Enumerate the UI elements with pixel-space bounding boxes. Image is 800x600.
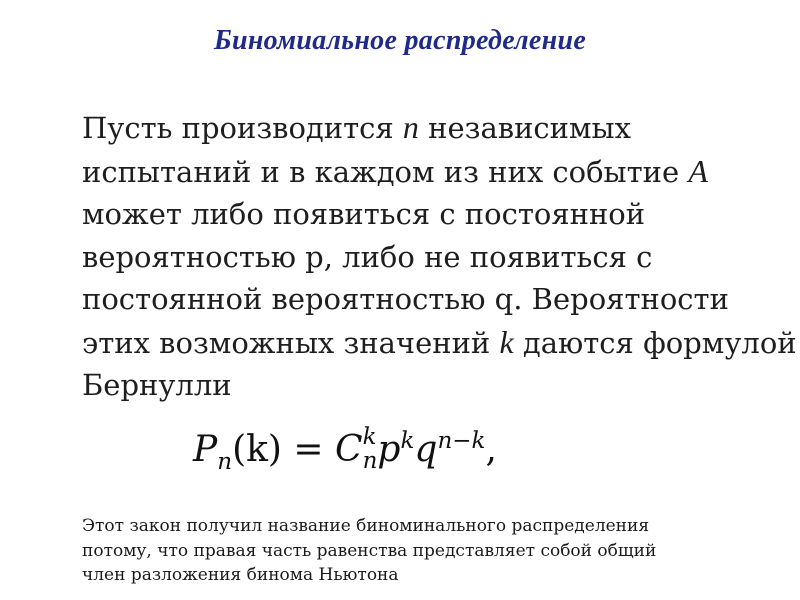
paragraph-line: Бернулли xyxy=(82,368,232,402)
paragraph-line xyxy=(82,106,782,150)
formula-comma: , xyxy=(485,429,497,470)
paragraph-line: может либо появиться с постоянной xyxy=(82,197,646,231)
footnote xyxy=(82,514,782,588)
paragraph-line xyxy=(82,150,782,194)
formula-argument: (k) xyxy=(232,429,282,470)
text-fragment: независимых xyxy=(418,111,631,145)
formula-C-scripts xyxy=(363,425,378,473)
formula-equals: = xyxy=(281,429,336,470)
formula-P-subscript: n xyxy=(217,449,233,476)
variable-n: n xyxy=(402,109,419,145)
formula-q: q xyxy=(414,429,438,470)
formula-C: C xyxy=(335,429,363,470)
paragraph-line: постоянной вероятностью q. Вероятности xyxy=(82,282,729,316)
text-fragment: испытаний и в каждом из них событие xyxy=(82,154,689,189)
formula-P: P xyxy=(193,429,218,470)
text-fragment: даются формулой xyxy=(513,325,797,360)
formula-q-superscript: n−k xyxy=(437,428,486,454)
text-fragment: Пусть производится xyxy=(82,111,403,145)
footnote-line: Этот закон получил название биноминального распределения xyxy=(82,516,650,536)
footnote-line: член разложения бинома Ньютона xyxy=(82,565,399,585)
paragraph-line: вероятностью p, либо не появиться с xyxy=(82,239,653,274)
variable-k: k xyxy=(499,323,514,360)
footnote-line: потому, что правая часть равенства представляет собой общий xyxy=(82,540,657,561)
formula-p: p xyxy=(377,429,401,470)
slide-title: Биномиальное распределение xyxy=(213,25,587,56)
bernoulli-formula xyxy=(193,424,497,484)
main-paragraph xyxy=(82,106,797,407)
variable-A: A xyxy=(688,152,708,189)
formula-C-subscript: n xyxy=(362,448,378,474)
formula-p-superscript: k xyxy=(400,428,415,454)
text-fragment: этих возможных значений xyxy=(82,325,500,360)
paragraph-line xyxy=(82,321,797,365)
formula-C-superscript: k xyxy=(362,424,377,450)
